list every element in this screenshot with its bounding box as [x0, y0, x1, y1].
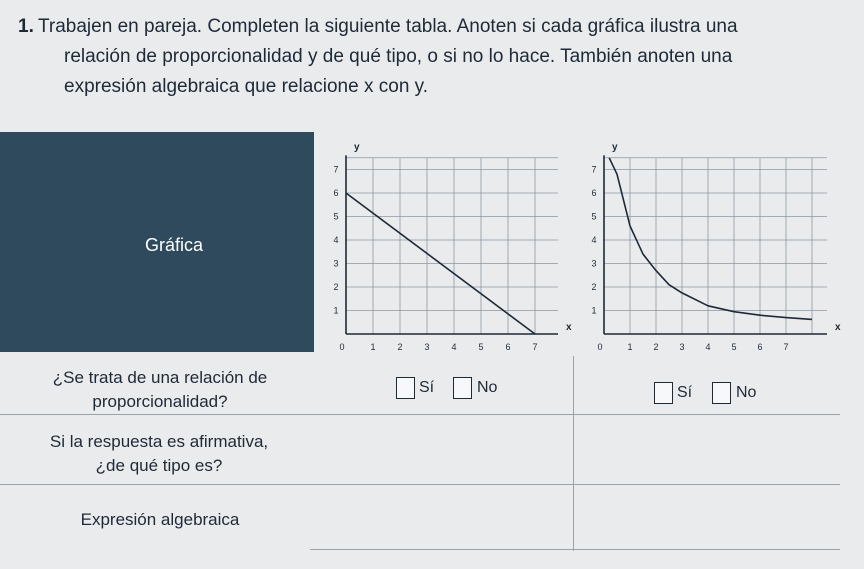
- row-type-line-2: ¿de qué tipo es?: [95, 456, 223, 475]
- x-tick-label: 3: [424, 342, 430, 352]
- row-divider-1: [0, 414, 840, 415]
- y-tick-label: 2: [591, 282, 597, 292]
- row-divider-2: [0, 484, 840, 485]
- x-axis-label: x: [835, 322, 841, 333]
- y-tick-label: 4: [333, 235, 339, 245]
- instruction-line-3: expresión algebraica que relacione x con y.: [64, 76, 429, 97]
- y-tick-label: 3: [591, 258, 597, 269]
- x-tick-label: 2: [653, 342, 659, 352]
- x-tick-label: 7: [532, 342, 538, 352]
- y-axis-label: y: [354, 142, 360, 153]
- row-proportionality-label: [30, 366, 290, 414]
- y-tick-label: 1: [591, 305, 597, 316]
- y-tick-label: 5: [333, 211, 339, 222]
- y-tick-label: 5: [591, 211, 597, 222]
- row-type-label: [24, 430, 294, 478]
- x-tick-label: 6: [505, 342, 511, 352]
- instruction-line-2: relación de proporcionalidad y de qué tipo, o si no lo hace. También anoten una: [64, 46, 733, 67]
- yes-label-graph-2: Sí: [677, 384, 693, 401]
- no-checkbox-graph-1[interactable]: [453, 377, 472, 399]
- row-divider-3: [310, 549, 840, 550]
- y-tick-label: 3: [333, 258, 339, 269]
- answer-expression-graph-1[interactable]: [312, 486, 570, 548]
- x-tick-label: 4: [705, 342, 711, 352]
- y-tick-label: 2: [333, 282, 339, 292]
- y-tick-label: 7: [591, 164, 597, 175]
- graph-header-cell: [0, 132, 314, 352]
- x-axis-label: x: [566, 322, 572, 333]
- item-number: 1.: [18, 16, 34, 37]
- graph-header-label: Gráfica: [145, 235, 204, 255]
- x-tick-label: 5: [478, 342, 484, 352]
- x-tick-label: 2: [397, 342, 403, 352]
- x-tick-label: 0: [339, 342, 345, 352]
- answer-type-graph-1[interactable]: [312, 416, 570, 482]
- column-divider: [573, 356, 574, 551]
- x-tick-label: 4: [451, 342, 457, 352]
- row-proportionality-line-1: ¿Se trata de una relación de: [52, 368, 268, 387]
- row-proportionality-line-2: proporcionalidad?: [92, 392, 228, 411]
- x-tick-label: 1: [627, 342, 633, 352]
- instruction-line-1: Trabajen en pareja. Completen la siguiente tabla. Anoten si cada gráfica ilustra una: [38, 16, 738, 37]
- x-tick-label: 0: [597, 342, 603, 352]
- x-tick-label: 7: [783, 342, 789, 352]
- x-tick-label: 3: [679, 342, 685, 352]
- no-checkbox-graph-2[interactable]: [712, 382, 731, 404]
- series-line: [609, 158, 812, 320]
- inverse-curve-chart: [582, 136, 844, 356]
- y-tick-label: 4: [591, 235, 597, 245]
- row-type-line-1: Si la respuesta es afirmativa,: [49, 432, 269, 451]
- y-tick-label: 6: [333, 188, 339, 198]
- row-expression-label: Expresión algebraica: [80, 510, 240, 529]
- y-tick-label: 6: [591, 188, 597, 198]
- y-axis-label: y: [612, 142, 618, 153]
- x-tick-label: 5: [731, 342, 737, 352]
- linear-decreasing-chart: [318, 136, 574, 356]
- x-tick-label: 1: [370, 342, 376, 352]
- y-tick-label: 1: [333, 305, 339, 316]
- yes-checkbox-graph-1[interactable]: [396, 377, 415, 399]
- answer-type-graph-2[interactable]: [576, 416, 838, 482]
- no-label-graph-1: No: [477, 379, 498, 396]
- answer-expression-graph-2[interactable]: [576, 486, 838, 548]
- yes-label-graph-1: Sí: [419, 379, 435, 396]
- no-label-graph-2: No: [736, 384, 757, 401]
- y-tick-label: 7: [333, 164, 339, 175]
- x-tick-label: 6: [757, 342, 763, 352]
- yes-checkbox-graph-2[interactable]: [654, 382, 673, 404]
